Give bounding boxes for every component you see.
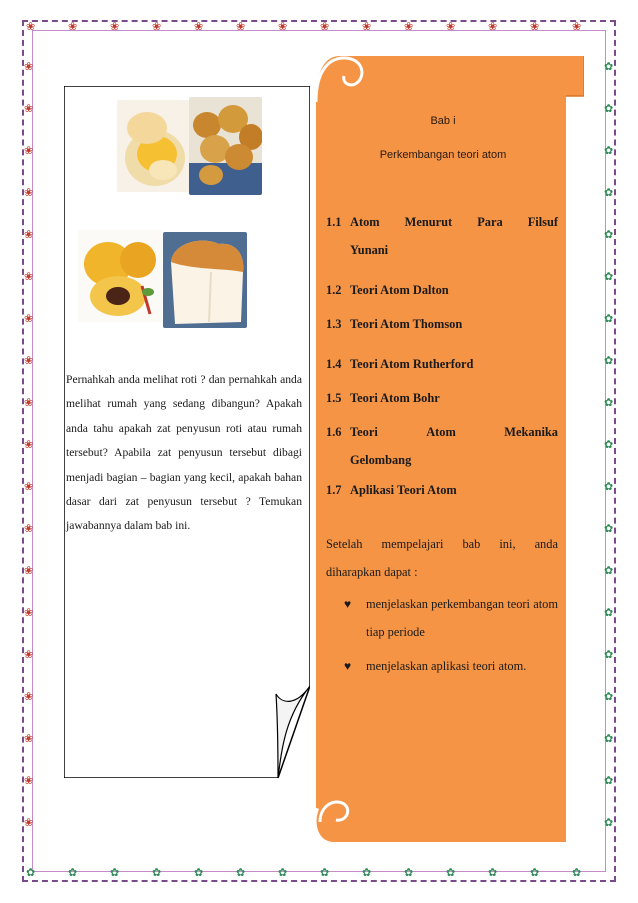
- heart-bullet-icon: ♥: [344, 597, 352, 611]
- objective-item: [344, 652, 558, 680]
- flower-ornament-icon: ✿: [194, 867, 204, 879]
- toc-number: 1.1: [326, 215, 342, 229]
- flower-ornament-icon: ✿: [604, 775, 614, 787]
- flower-ornament-icon: ✿: [604, 145, 614, 157]
- flower-ornament-icon: ✿: [572, 867, 582, 879]
- flower-ornament-icon: ❀: [24, 229, 34, 241]
- toc-word: Atom: [350, 215, 380, 229]
- flower-ornament-icon: ❀: [362, 21, 372, 33]
- learning-objectives: [326, 530, 558, 680]
- toc-item: [326, 380, 558, 414]
- flower-ornament-icon: ❀: [24, 187, 34, 199]
- flower-ornament-icon: ✿: [236, 867, 246, 879]
- toc-title: Teori Atom Rutherford: [350, 357, 474, 371]
- flower-ornament-icon: ❀: [446, 21, 456, 33]
- flower-ornament-icon: ✿: [488, 867, 498, 879]
- flower-ornament-icon: ❀: [278, 21, 288, 33]
- flower-ornament-icon: ✿: [278, 867, 288, 879]
- toc-title-line: [350, 418, 558, 446]
- flower-ornament-icon: ❀: [24, 775, 34, 787]
- flower-ornament-icon: ❀: [194, 21, 204, 33]
- flower-ornament-icon: ✿: [604, 607, 614, 619]
- heart-bullet-icon: ♥: [344, 659, 352, 673]
- flower-ornament-icon: ✿: [604, 229, 614, 241]
- objective-item: [344, 590, 558, 646]
- flower-ornament-icon: ❀: [110, 21, 120, 33]
- objectives-intro-line2: diharapkan dapat :: [326, 565, 418, 579]
- flower-ornament-icon: ❀: [24, 607, 34, 619]
- intro-word: bab: [462, 537, 481, 551]
- flower-ornament-icon: ❀: [320, 21, 330, 33]
- flower-ornament-icon: ✿: [110, 867, 120, 879]
- flower-ornament-icon: ✿: [604, 355, 614, 367]
- flower-ornament-icon: ❀: [24, 271, 34, 283]
- objective-text: menjelaskan perkembangan teori atom tiap periode: [366, 597, 558, 639]
- chapter-subtitle: Perkembangan teori atom: [379, 149, 507, 161]
- flower-ornament-icon: ✿: [604, 187, 614, 199]
- flower-ornament-icon: ✿: [68, 867, 78, 879]
- chapter-title: Bab i: [430, 115, 456, 127]
- flower-ornament-icon: ✿: [604, 439, 614, 451]
- flower-ornament-icon: ❀: [26, 21, 36, 33]
- toc-title: Teori Atom Dalton: [350, 283, 449, 297]
- intro-word: ini,: [499, 537, 516, 551]
- toc-item: [326, 418, 558, 478]
- toc-word: Mekanika: [504, 425, 558, 439]
- flower-ornament-icon: ❀: [24, 733, 34, 745]
- toc-item: [326, 478, 558, 512]
- flower-ornament-icon: ❀: [236, 21, 246, 33]
- flower-ornament-icon: ❀: [24, 565, 34, 577]
- flower-ornament-icon: ❀: [24, 691, 34, 703]
- toc-title-cont: Gelombang: [350, 453, 412, 467]
- objective-text: menjelaskan aplikasi teori atom.: [366, 659, 527, 673]
- objectives-intro-line: [326, 530, 558, 558]
- toc-number: 1.3: [326, 317, 342, 331]
- bread-photo-3: [78, 230, 162, 322]
- flower-ornament-icon: ✿: [320, 867, 330, 879]
- flower-ornament-icon: ✿: [604, 817, 614, 829]
- flower-ornament-icon: ❀: [24, 523, 34, 535]
- flower-ornament-icon: ❀: [68, 21, 78, 33]
- flower-ornament-icon: ✿: [604, 61, 614, 73]
- chapter-header: [316, 114, 570, 182]
- bread-photo-4: [163, 232, 247, 328]
- toc-word: Filsuf: [527, 215, 558, 229]
- toc-word: Menurut: [404, 215, 453, 229]
- flower-ornament-icon: ✿: [604, 271, 614, 283]
- flower-ornament-icon: ✿: [362, 867, 372, 879]
- toc-word: Para: [477, 215, 503, 229]
- toc-number: 1.7: [326, 483, 342, 497]
- flower-ornament-icon: ✿: [604, 313, 614, 325]
- flower-ornament-icon: ❀: [404, 21, 414, 33]
- flower-ornament-icon: ❀: [24, 439, 34, 451]
- flower-ornament-icon: ❀: [24, 103, 34, 115]
- flower-ornament-icon: ❀: [24, 145, 34, 157]
- toc-word: Atom: [426, 425, 456, 439]
- flower-ornament-icon: ❀: [152, 21, 162, 33]
- flower-ornament-icon: ❀: [24, 313, 34, 325]
- intro-word: mempelajari: [381, 537, 444, 551]
- flower-ornament-icon: ✿: [530, 867, 540, 879]
- toc-title-cont: Yunani: [350, 243, 389, 257]
- flower-ornament-icon: ✿: [604, 565, 614, 577]
- toc-number: 1.5: [326, 391, 342, 405]
- flower-ornament-icon: ❀: [24, 397, 34, 409]
- toc-item: [326, 208, 558, 278]
- flower-ornament-icon: ✿: [446, 867, 456, 879]
- flower-ornament-icon: ✿: [26, 867, 36, 879]
- intro-word: anda: [534, 537, 558, 551]
- toc-item: [326, 278, 558, 312]
- intro-paragraph: [66, 368, 302, 539]
- chapter-toc: [326, 208, 558, 512]
- flower-ornament-icon: ✿: [604, 523, 614, 535]
- flower-ornament-icon: ✿: [604, 733, 614, 745]
- flower-ornament-icon: ❀: [24, 61, 34, 73]
- flower-ornament-icon: ❀: [24, 649, 34, 661]
- flower-ornament-icon: ✿: [604, 481, 614, 493]
- flower-ornament-icon: ✿: [604, 397, 614, 409]
- flower-ornament-icon: ✿: [604, 691, 614, 703]
- bread-photo-2: [189, 97, 262, 195]
- flower-ornament-icon: ❀: [24, 481, 34, 493]
- intro-paragraph-text: Pernahkah anda melihat roti ? dan pernahkah anda melihat rumah yang sedang dibangun? Apakah anda tahu apakah zat penyusun roti atau rumah tersebut? Apabila zat penyusun tersebut dibagi menjadi bagian – bagian yang kecil, apakah bahan dasar dari zat penyusun tersebut ? Temukan jawabannya dalam bab ini.: [66, 373, 302, 533]
- flower-ornament-icon: ❀: [24, 355, 34, 367]
- toc-title: Teori Atom Thomson: [350, 317, 463, 331]
- flower-ornament-icon: ❀: [530, 21, 540, 33]
- toc-title: Aplikasi Teori Atom: [350, 483, 457, 497]
- flower-ornament-icon: ❀: [572, 21, 582, 33]
- flower-ornament-icon: ❀: [488, 21, 498, 33]
- bread-photo-1: [117, 100, 189, 192]
- toc-title-line: [350, 208, 558, 236]
- flower-ornament-icon: ✿: [604, 649, 614, 661]
- toc-number: 1.6: [326, 425, 342, 439]
- toc-number: 1.2: [326, 283, 342, 297]
- toc-title: Teori Atom Bohr: [350, 391, 440, 405]
- flower-ornament-icon: ❀: [24, 817, 34, 829]
- toc-item: [326, 346, 558, 380]
- flower-ornament-icon: ✿: [604, 103, 614, 115]
- flower-ornament-icon: ✿: [404, 867, 414, 879]
- toc-item: [326, 312, 558, 346]
- toc-number: 1.4: [326, 357, 342, 371]
- intro-word: Setelah: [326, 537, 363, 551]
- flower-ornament-icon: ✿: [152, 867, 162, 879]
- toc-word: Teori: [350, 425, 378, 439]
